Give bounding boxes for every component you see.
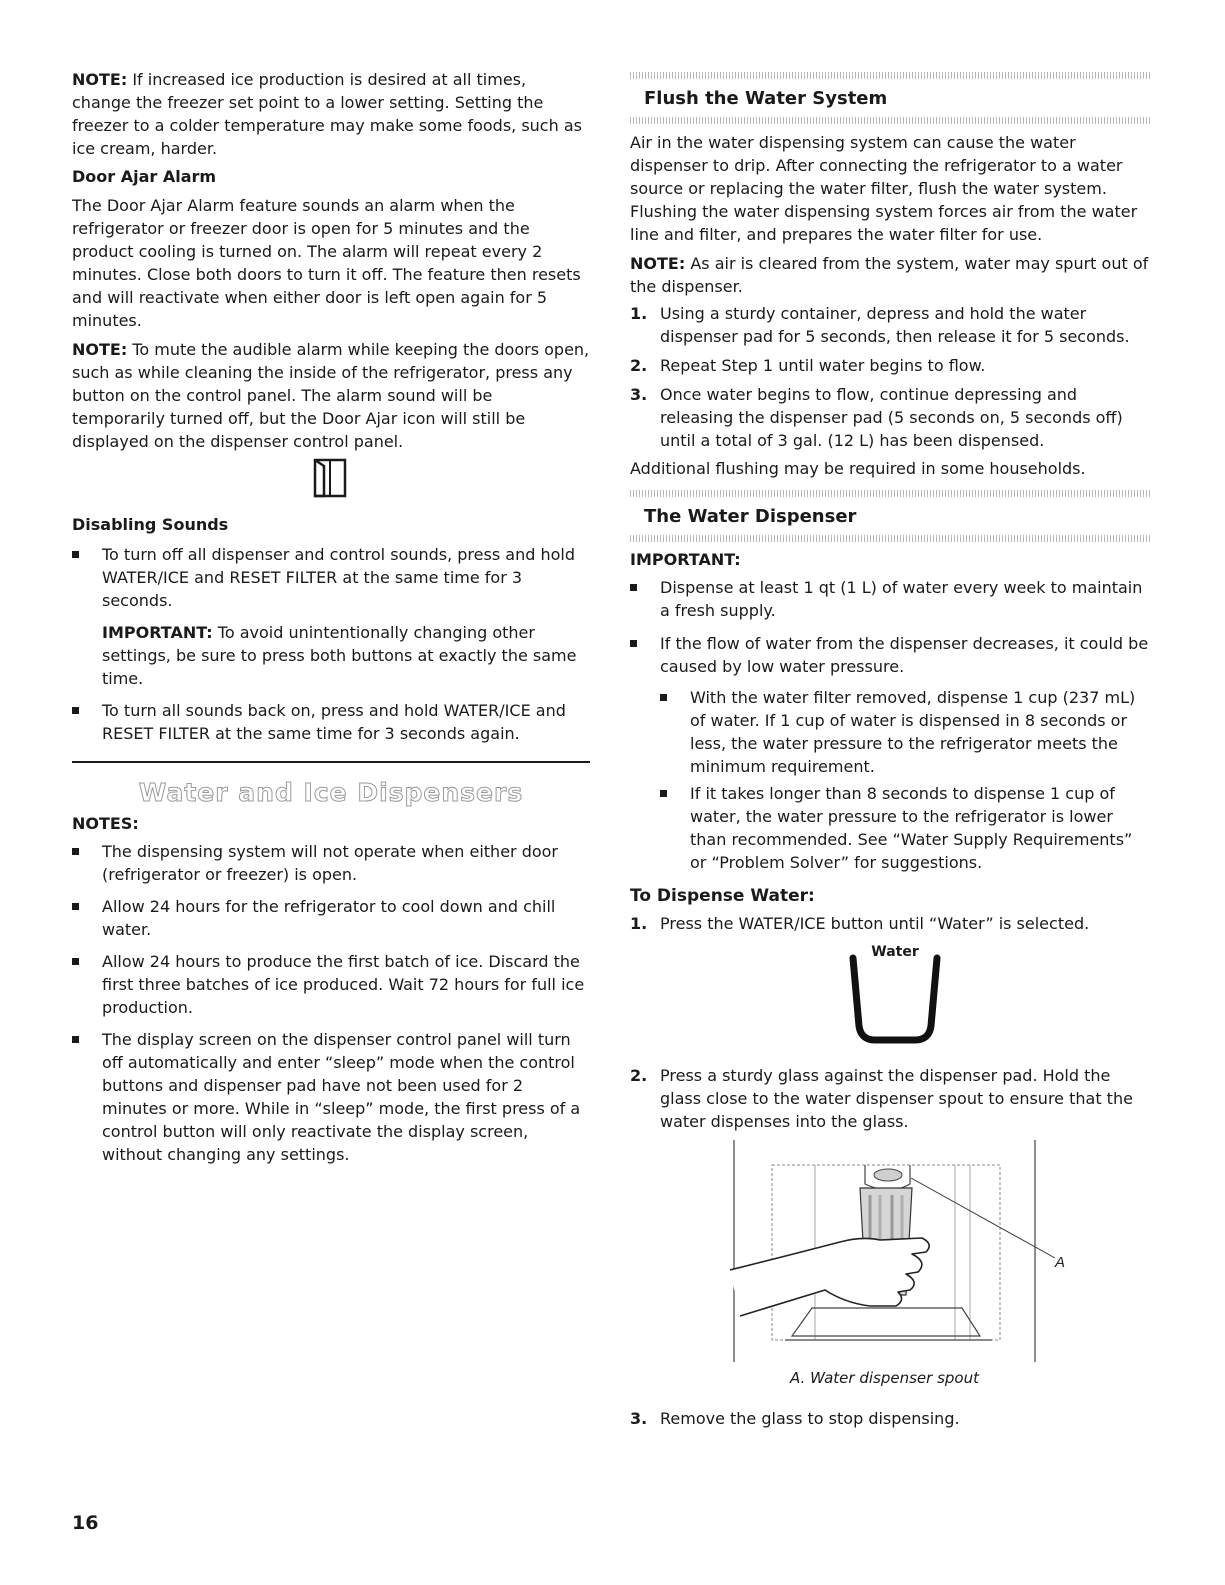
bullet-square-icon	[72, 1036, 79, 1043]
list-item: If the flow of water from the dispenser decreases, it could be caused by low water pressure.	[630, 632, 1150, 678]
list-item: If it takes longer than 8 seconds to dispense 1 cup of water, the water pressure to the refrigerator is lower than recommended. See “Water Supply Requirements” or “Problem Solver” for suggestions.	[660, 782, 1150, 874]
door-ajar-icon	[312, 457, 348, 499]
header-band-top	[630, 72, 1152, 79]
header-band-bottom	[630, 117, 1152, 124]
list-item: Allow 24 hours to produce the first batch of ice. Discard the first three batches of ice produced. Wait 72 hours for full ice production.	[72, 950, 590, 1019]
header-band-bottom	[630, 535, 1152, 542]
notes-heading: NOTES:	[72, 814, 139, 833]
callout-letter: A	[1055, 1254, 1066, 1271]
section-divider	[72, 761, 590, 763]
bullet-square-icon	[630, 640, 637, 647]
bullet-square-icon	[72, 707, 79, 714]
page-number: 16	[72, 1512, 99, 1534]
list-item: 1. Press the WATER/ICE button until “Water” is selected.	[630, 914, 1090, 933]
bullet-square-icon	[630, 584, 637, 591]
list-item: To turn off all dispenser and control sounds, press and hold WATER/ICE and RESET FILTER at the same time for 3 seconds.	[72, 543, 590, 613]
dispenser-illustration	[730, 1140, 1070, 1365]
list-item: With the water filter removed, dispense 1 cup (237 mL) of water. If 1 cup of water is dispensed in 8 seconds or less, the water pressure to the refrigerator meets the minimum requirement.	[660, 686, 1150, 778]
note-mute-alarm: NOTE: To mute the audible alarm while keeping the doors open, such as while cleaning the inside of the refrigerator, press any button on the control panel. The alarm sound will be temporarily turned off, but the Door Ajar icon will still be displayed on the dispenser control panel.	[72, 340, 590, 451]
important-heading: IMPORTANT:	[630, 550, 741, 569]
bullet-square-icon	[72, 848, 79, 855]
flush-additional: Additional flushing may be required in some households.	[630, 459, 1086, 478]
door-ajar-text: The Door Ajar Alarm feature sounds an alarm when the refrigerator or freezer door is open for 5 minutes and the product cooling is turned on. The alarm will repeat every 2 minutes. Close both doors to turn it off. The feature then resets and will reactivate when either door is left open again for 5 minutes.	[72, 196, 581, 330]
flush-note: NOTE: As air is cleared from the system, water may spurt out of the dispenser.	[630, 254, 1149, 296]
bullet-square-icon	[660, 790, 667, 797]
header-band-top	[630, 490, 1152, 497]
bullet-square-icon	[660, 694, 667, 701]
list-item: 2. Press a sturdy glass against the dispenser pad. Hold the glass close to the water dispenser spout to ensure that the water dispenses into the glass.	[630, 1066, 1133, 1131]
door-ajar-heading: Door Ajar Alarm	[72, 167, 217, 186]
flush-section-header	[630, 72, 1152, 124]
section-title: Water and Ice Dispensers	[138, 778, 524, 807]
list-item: To turn all sounds back on, press and hold WATER/ICE and RESET FILTER at the same time for 3 seconds again.	[72, 699, 590, 745]
list-item: 3. Once water begins to flow, continue depressing and releasing the dispenser pad (5 seconds on, 5 seconds off) until a total of 3 gal. (12 L) has been dispensed.	[630, 385, 1123, 450]
list-item: 2. Repeat Step 1 until water begins to flow.	[630, 356, 986, 375]
note-ice-production: NOTE: If increased ice production is desired at all times, change the freezer set point to a lower setting. Setting the freezer to a colder temperature may make some foods, such as ice cream, harder.	[72, 70, 582, 158]
bullet-square-icon	[72, 551, 79, 558]
important-note: IMPORTANT: To avoid unintentionally changing other settings, be sure to press both buttons at exactly the same time.	[102, 623, 577, 688]
flush-text: Air in the water dispensing system can cause the water dispenser to drip. After connecting the refrigerator to a water source or replacing the water filter, flush the water system. Flushing the water dispensing system forces air from the water line and filter, and prepares the water filter for use.	[630, 133, 1138, 244]
cup-icon	[825, 940, 965, 1050]
dispenser-title: The Water Dispenser	[644, 506, 857, 527]
disabling-sounds-heading: Disabling Sounds	[72, 515, 229, 534]
to-dispense-heading: To Dispense Water:	[630, 886, 815, 906]
list-item: Dispense at least 1 qt (1 L) of water every week to maintain a fresh supply.	[630, 576, 1150, 622]
list-item: 1. Using a sturdy container, depress and hold the water dispenser pad for 5 seconds, then release it for 5 seconds.	[630, 304, 1130, 346]
flush-title: Flush the Water System	[644, 88, 888, 109]
list-item: The dispensing system will not operate when either door (refrigerator or freezer) is open.	[72, 840, 590, 886]
figure-caption: A. Water dispenser spout	[790, 1369, 979, 1387]
bullet-square-icon	[72, 903, 79, 910]
list-item: 3. Remove the glass to stop dispensing.	[630, 1409, 960, 1428]
list-item: The display screen on the dispenser control panel will turn off automatically and enter “sleep” mode when the control buttons and dispenser pad have not been used for 2 minutes or more. While in “sleep” mode, the first press of a control button will only reactivate the display screen, without changing any settings.	[72, 1028, 590, 1166]
dispenser-section-header	[630, 490, 1152, 542]
water-mode-icon: Water	[825, 940, 965, 1050]
list-item: Allow 24 hours for the refrigerator to cool down and chill water.	[72, 895, 590, 941]
bullet-square-icon	[72, 958, 79, 965]
